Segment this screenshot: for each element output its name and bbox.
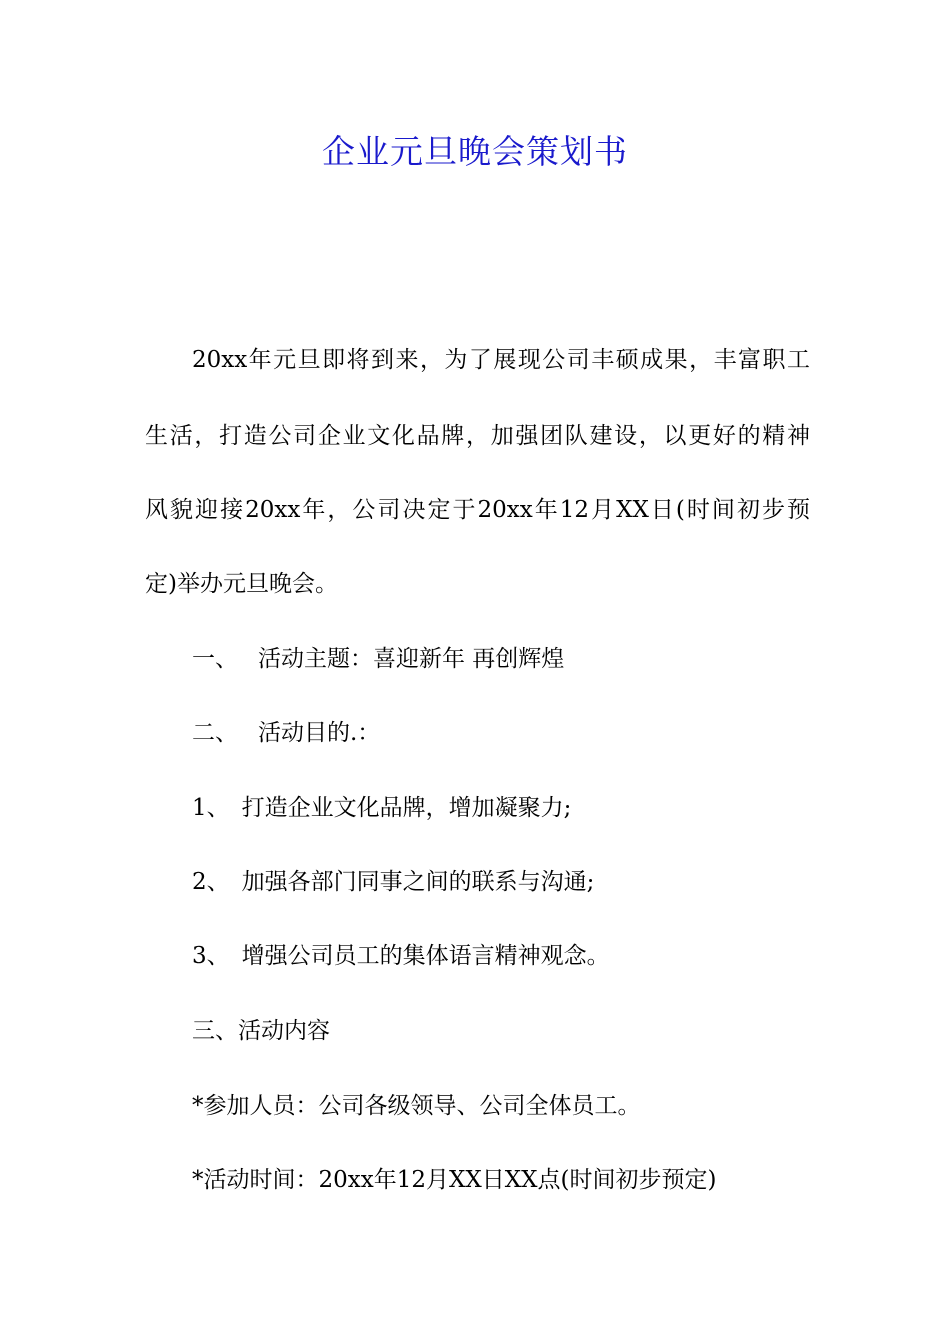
goal-item-1-number: 1、 (192, 795, 230, 821)
goal-item-3 (192, 940, 810, 972)
participants-line: *参加人员：公司各级领导、公司全体员工。 (192, 1093, 641, 1119)
intro-paragraph-line-2: 生活，打造公司企业文化品牌，加强团队建设，以更好的精神 (145, 423, 810, 449)
section-theme-text: 活动主题：喜迎新年 再创辉煌 (258, 646, 565, 672)
goal-item-2-text: 加强各部门同事之间的联系与沟通; (241, 869, 595, 895)
goal-item-1-text: 打造企业文化品牌，增加凝聚力; (241, 795, 572, 821)
section-theme-number: 一、 (192, 646, 238, 672)
document-title: 企业元旦晚会策划书 (322, 132, 628, 171)
intro-paragraph-line-3: 风貌迎接20xx年，公司决定于20xx年12月XX日(时间初步预 (145, 497, 810, 523)
activity-time-line: *活动时间：20xx年12月XX日XX点(时间初步预定) (192, 1167, 717, 1193)
goal-item-2-number: 2、 (192, 869, 230, 895)
section-purpose-text: 活动目的.： (258, 720, 381, 746)
goal-item-3-number: 3、 (192, 943, 230, 969)
goal-item-3-text: 增强公司员工的集体语言精神观念。 (241, 943, 610, 969)
intro-paragraph-line-4: 定)举办元旦晚会。 (145, 571, 338, 597)
section-content-heading: 三、活动内容 (192, 1018, 330, 1044)
intro-paragraph-line-1: 20xx年元旦即将到来，为了展现公司丰硕成果，丰富职工 (192, 347, 810, 373)
goal-item-1 (192, 792, 810, 824)
goal-item-2 (192, 866, 810, 898)
section-purpose-number: 二、 (192, 720, 238, 746)
section-purpose (192, 717, 810, 749)
section-theme (192, 643, 810, 675)
